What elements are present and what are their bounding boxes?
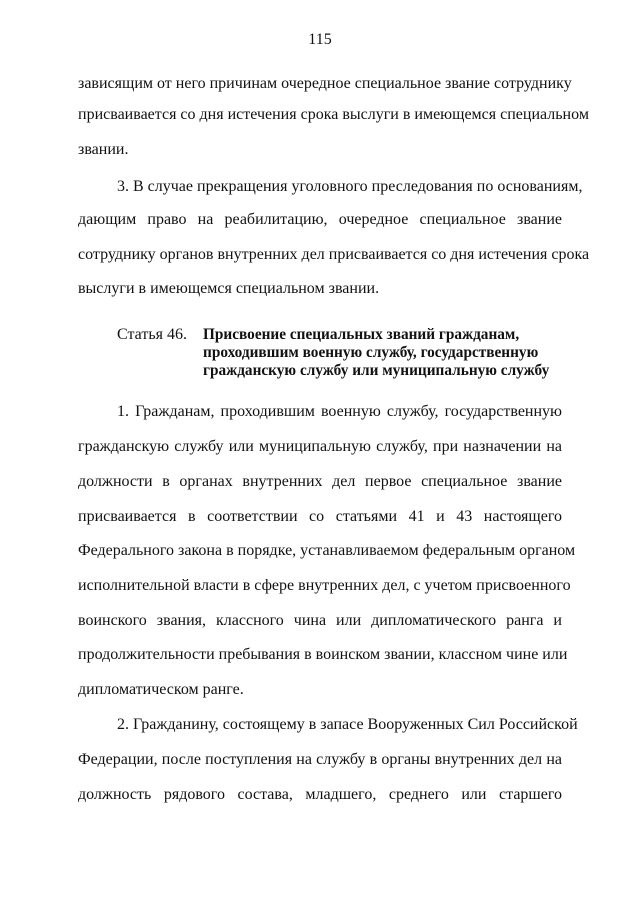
text-line: должности в органах внутренних дел первое специальное звание bbox=[78, 473, 562, 490]
text-line: сотруднику органов внутренних дел присваивается со дня истечения срока bbox=[78, 246, 590, 263]
text-line: зависящим от него причинам очередное специальное звание сотруднику bbox=[78, 75, 572, 92]
text-line: Федерального закона в порядке, устанавливаемом федеральным органом bbox=[78, 542, 576, 559]
article-label: Статья 46. bbox=[117, 326, 187, 343]
text-line: продолжительности пребывания в воинском звании, классном чине или bbox=[78, 646, 568, 663]
article-title-line: Присвоение специальных званий гражданам, bbox=[203, 326, 520, 343]
text-line: исполнительной власти в сфере внутренних дел, с учетом присвоенного bbox=[78, 577, 571, 594]
text-line: 3. В случае прекращения уголовного преследования по основаниям, bbox=[117, 178, 583, 195]
text-line: гражданскую службу или муниципальную службу, при назначении на bbox=[78, 438, 562, 455]
article-title-line: гражданскую службу или муниципальную службу bbox=[203, 362, 550, 379]
text-line: воинского звания, классного чина или дипломатического ранга и bbox=[78, 612, 562, 629]
text-line: должность рядового состава, младшего, среднего или старшего bbox=[78, 786, 562, 803]
text-line: звании. bbox=[78, 141, 129, 158]
text-line: 2. Гражданину, состоящему в запасе Вооруженных Сил Российской bbox=[117, 716, 578, 733]
text-line: присваивается со дня истечения срока выслуги в имеющемся специальном bbox=[78, 106, 589, 123]
article-title-line: проходившим военную службу, государственную bbox=[203, 344, 539, 361]
text-line: присваивается в соответствии со статьями 41 и 43 настоящего bbox=[78, 508, 562, 525]
text-line: дипломатическом ранге. bbox=[78, 681, 244, 698]
text-line: Федерации, после поступления на службу в органы внутренних дел на bbox=[78, 751, 562, 768]
text-line: выслуги в имеющемся специальном звании. bbox=[78, 280, 380, 297]
text-line: дающим право на реабилитацию, очередное специальное звание bbox=[78, 211, 562, 228]
text-line: 1. Гражданам, проходившим военную службу, государственную bbox=[117, 403, 562, 420]
page-number: 115 bbox=[308, 31, 332, 48]
